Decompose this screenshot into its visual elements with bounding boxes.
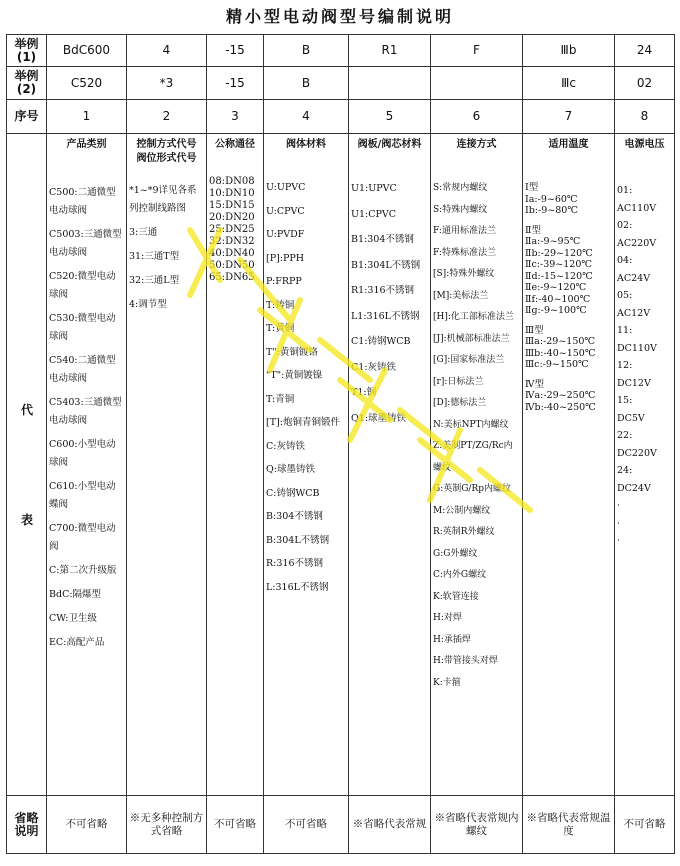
code-item: 25:DN25 [209, 224, 255, 235]
code-item: L:316L不锈钢 [266, 581, 329, 593]
code-item: [M]:美标法兰 [433, 290, 489, 301]
item-list [47, 152, 126, 652]
code-item: Ⅰ型 [525, 182, 539, 193]
code-item: Ⅱg:-9~100℃ [525, 305, 587, 316]
code-item: [H]:化工部标准法兰 [433, 312, 514, 322]
code-item: B:304不锈钢 [266, 511, 323, 522]
code-item: 22: [617, 430, 633, 441]
code-item: K:卡箍 [433, 677, 461, 688]
item-list [431, 152, 522, 694]
seq-2: 2 [127, 100, 207, 134]
code-item: AC110V [617, 202, 657, 214]
code-item: P:FRPP [266, 276, 302, 287]
code-item: U:PVDF [266, 229, 305, 240]
code-item: C:第二次升级版 [49, 565, 117, 576]
code-item: S:常规内螺纹 [433, 183, 488, 193]
code-item: C610:小型电动蝶阀 [49, 481, 116, 510]
omit-5: ※省略代表常规 [349, 796, 431, 854]
item-list [207, 152, 263, 284]
code-item: T:青铜 [266, 393, 295, 405]
code-item: C520:微型电动球阀 [49, 271, 116, 300]
code-item: "T":黄铜镀镍 [266, 370, 323, 381]
code-item: U:UPVC [266, 182, 306, 193]
row-label-sequence: 序号 [7, 100, 47, 134]
cell-ex1-2: 4 [127, 35, 207, 67]
row-label-example-1 [7, 35, 47, 67]
omit-3: 不可省略 [207, 796, 264, 854]
column-header: 产品类别 [66, 139, 107, 150]
code-item: T1:铜 [351, 387, 377, 398]
code-item: [D]:德标法兰 [433, 398, 487, 408]
column-body-material [264, 134, 349, 796]
code-item: B:304L不锈钢 [266, 534, 330, 546]
code-item: 40:DN40 [209, 248, 255, 259]
code-item: AC12V [617, 307, 651, 319]
code-item: 01: [617, 185, 633, 196]
code-item: B1:304不锈钢 [351, 234, 414, 245]
cell-ex1-7: Ⅲb [523, 35, 615, 67]
code-item: 50:DN50 [209, 260, 255, 271]
code-item: DC220V [617, 447, 657, 459]
code-item: 20:DN20 [209, 212, 255, 223]
omit-1: 不可省略 [47, 796, 127, 854]
row-label-text: 省略 说明 [14, 810, 39, 838]
item-list [127, 166, 206, 314]
code-item: [G]:国家标准法兰 [433, 355, 505, 365]
code-item: DC110V [617, 342, 657, 354]
column-header: 阀板/阀芯材料 [357, 139, 422, 150]
code-item: C5403:三通微型电动球阀 [49, 397, 122, 426]
code-item: 10:DN10 [209, 188, 255, 199]
code-item: · [617, 500, 621, 511]
code-item: C5003:三通微型电动球阀 [49, 229, 122, 258]
code-item: 15:DN15 [209, 200, 255, 211]
code-item: DC24V [617, 482, 651, 494]
model-code-table [6, 34, 675, 854]
omit-6: ※省略代表常规内螺纹 [431, 796, 523, 854]
column-temperature [523, 134, 615, 796]
code-item: C500:二通微型电动球阀 [49, 187, 116, 216]
row-label-text: 举例 (2) [14, 69, 39, 96]
code-item [525, 217, 612, 225]
code-item: Ⅱ型 [525, 224, 541, 236]
omit-4: 不可省略 [264, 796, 349, 854]
example-row-2 [7, 67, 675, 100]
code-item: G:英制G/Rp内螺纹 [433, 484, 511, 494]
column-voltage [615, 134, 675, 796]
seq-4: 4 [264, 100, 349, 134]
row-label-omit [7, 796, 47, 854]
code-item: Ⅲ型 [525, 324, 544, 336]
code-item: Ⅲb:-40~150℃ [525, 347, 596, 359]
item-list [523, 152, 614, 413]
seq-6: 6 [431, 100, 523, 134]
represent-char-1: 代 [20, 403, 33, 417]
code-item: [J]:机械部标准法兰 [433, 333, 510, 344]
code-item: 31:三通T型 [129, 251, 180, 262]
seq-5: 5 [349, 100, 431, 134]
code-item: C540:二通微型电动球阀 [49, 355, 116, 384]
example-row-1 [7, 35, 675, 67]
cell-ex2-3: -15 [207, 67, 264, 100]
code-item: H:承插焊 [433, 634, 471, 645]
sequence-row [7, 100, 675, 134]
column-disc-material [349, 134, 431, 796]
code-item: M:公制内螺纹 [433, 505, 491, 516]
code-item: BdC:隔爆型 [49, 589, 102, 600]
code-item: 12: [617, 360, 633, 371]
code-item: C1:铸钢WCB [351, 336, 411, 347]
cell-ex1-4: B [264, 35, 349, 67]
cell-ex1-1: BdC600 [47, 35, 127, 67]
code-item: C600:小型电动球阀 [49, 439, 116, 468]
code-item: AC24V [617, 272, 651, 284]
code-item: 32:DN32 [209, 236, 255, 247]
column-control-mode [127, 134, 207, 796]
code-item: 32:三通L型 [129, 275, 180, 286]
code-item: 65:DN65 [209, 272, 255, 283]
code-item: C:铸钢WCB [266, 487, 320, 499]
code-item: Z:美制PT/ZG/Rc内螺纹 [433, 441, 513, 473]
code-item: Ⅱb:-29~120℃ [525, 247, 593, 259]
code-item: Ⅰb:-9~80℃ [525, 205, 578, 216]
code-item: Ⅳb:-40~250℃ [525, 401, 596, 413]
code-item: K:软管连接 [433, 591, 479, 602]
code-item: C700:微型电动阀 [49, 523, 116, 552]
seq-1: 1 [47, 100, 127, 134]
code-item: 15: [617, 395, 633, 406]
code-item: T:铸铜 [266, 299, 295, 311]
code-item: U1:UPVC [351, 183, 397, 194]
code-item: Q:球墨铸铁 [266, 464, 315, 475]
code-item: 08:DN08 [209, 176, 255, 187]
item-list [264, 152, 348, 599]
code-item: C1:灰铸铁 [351, 361, 397, 373]
cell-ex1-5: R1 [349, 35, 431, 67]
code-item [525, 371, 612, 379]
represent-char-2: 表 [20, 513, 33, 527]
code-item: 4:调节型 [129, 299, 167, 310]
code-item: Ⅱa:-9~95℃ [525, 236, 581, 247]
code-item: U1:CPVC [351, 208, 397, 220]
code-item: Ⅳa:-29~250℃ [525, 390, 596, 401]
cell-ex2-4: B [264, 67, 349, 100]
code-item [525, 317, 612, 325]
code-item: H:对焊 [433, 613, 462, 623]
code-item: 05: [617, 290, 633, 301]
code-item: · [617, 517, 621, 529]
row-label-represent [7, 134, 47, 796]
code-item: Ⅱe:-9~120℃ [525, 282, 587, 293]
code-item: T:黄铜 [266, 323, 295, 334]
code-item: B1:304L不锈钢 [351, 259, 421, 271]
code-item: R1:316不锈钢 [351, 285, 415, 296]
code-item: 3:三通 [129, 227, 158, 238]
code-item: CW:卫生级 [49, 613, 97, 624]
code-item: Ⅳ型 [525, 378, 544, 390]
code-item: R:英制R外螺纹 [433, 527, 495, 537]
code-item: [P]:PPH [266, 252, 305, 264]
code-item: [S]:特殊外螺纹 [433, 269, 495, 279]
code-item: Ⅲa:-29~150℃ [525, 336, 596, 347]
code-item: R:316不锈钢 [266, 558, 323, 569]
code-item: F:特殊标准法兰 [433, 247, 496, 258]
code-item: DC12V [617, 377, 651, 389]
seq-3: 3 [207, 100, 264, 134]
code-item: C530:微型电动球阀 [49, 313, 116, 342]
code-item: F:通用标准法兰 [433, 226, 496, 236]
code-item: 02: [617, 220, 633, 231]
code-item: *1~*9详见各系列控制线路图 [129, 185, 197, 214]
item-list [615, 152, 674, 550]
cell-ex2-7: Ⅲc [523, 67, 615, 100]
code-item: C:内外G螺纹 [433, 570, 487, 580]
code-item: Q1:球墨铸铁 [351, 412, 407, 424]
omit-8: 不可省略 [615, 796, 675, 854]
code-item: U:CPVC [266, 205, 305, 217]
code-item: Ⅱf:-40~100℃ [525, 293, 591, 305]
row-label-text: 举例 (1) [14, 36, 39, 64]
column-nominal-diameter [207, 134, 264, 796]
omit-row [7, 796, 675, 854]
column-connection-type [431, 134, 523, 796]
column-product-category [47, 134, 127, 796]
item-list [349, 152, 430, 431]
cell-ex1-6: F [431, 35, 523, 67]
code-item: G:G外螺纹 [433, 548, 478, 559]
row-label-example-2 [7, 67, 47, 100]
column-header: 控制方式代号 阀位形式代号 [136, 139, 197, 164]
cell-ex1-3: -15 [207, 35, 264, 67]
page-title: 精小型电动阀型号编制说明 [225, 7, 454, 26]
column-header: 公称通径 [215, 139, 255, 150]
code-item: Ⅱc:-39~120℃ [525, 259, 592, 270]
column-header: 适用温度 [548, 139, 589, 150]
column-header: 连接方式 [456, 139, 497, 150]
code-item: L1:316L不锈钢 [351, 310, 420, 322]
code-item: Ⅱd:-15~120℃ [525, 270, 593, 282]
code-item: [T]:炮铜青铜锻件 [266, 417, 340, 428]
code-item: [r]:日标法兰 [433, 376, 484, 387]
code-item: N:美标NPT内螺纹 [433, 419, 509, 430]
code-item: DC5V [617, 412, 645, 424]
cell-ex2-8: 02 [615, 67, 675, 100]
code-item: · [617, 535, 621, 546]
column-header: 电源电压 [624, 139, 665, 150]
omit-2: ※无多种控制方式省略 [127, 796, 207, 854]
column-header: 阀体材料 [286, 139, 326, 150]
code-item: S:特殊内螺纹 [433, 204, 488, 215]
code-definition-row [7, 134, 675, 796]
code-item: 24: [617, 465, 633, 476]
code-item: 11: [617, 325, 633, 336]
code-item: AC220V [617, 237, 657, 249]
cell-ex2-2: *3 [127, 67, 207, 100]
code-item: EC:高配产品 [49, 637, 105, 648]
cell-ex2-5 [349, 67, 431, 100]
seq-8: 8 [615, 100, 675, 134]
cell-ex2-6 [431, 67, 523, 100]
code-item: Ⅰa:-9~60℃ [525, 193, 578, 205]
cell-ex2-1: C520 [47, 67, 127, 100]
code-item: H:带管接头对焊 [433, 656, 498, 666]
code-item: 04: [617, 255, 633, 266]
code-item: Ⅲc:-9~150℃ [525, 359, 589, 370]
cell-ex1-8: 24 [615, 35, 675, 67]
omit-7: ※省略代表常规温度 [523, 796, 615, 854]
code-item: T":黄铜镀铬 [266, 346, 318, 358]
seq-7: 7 [523, 100, 615, 134]
code-item: C:灰铸铁 [266, 440, 305, 452]
